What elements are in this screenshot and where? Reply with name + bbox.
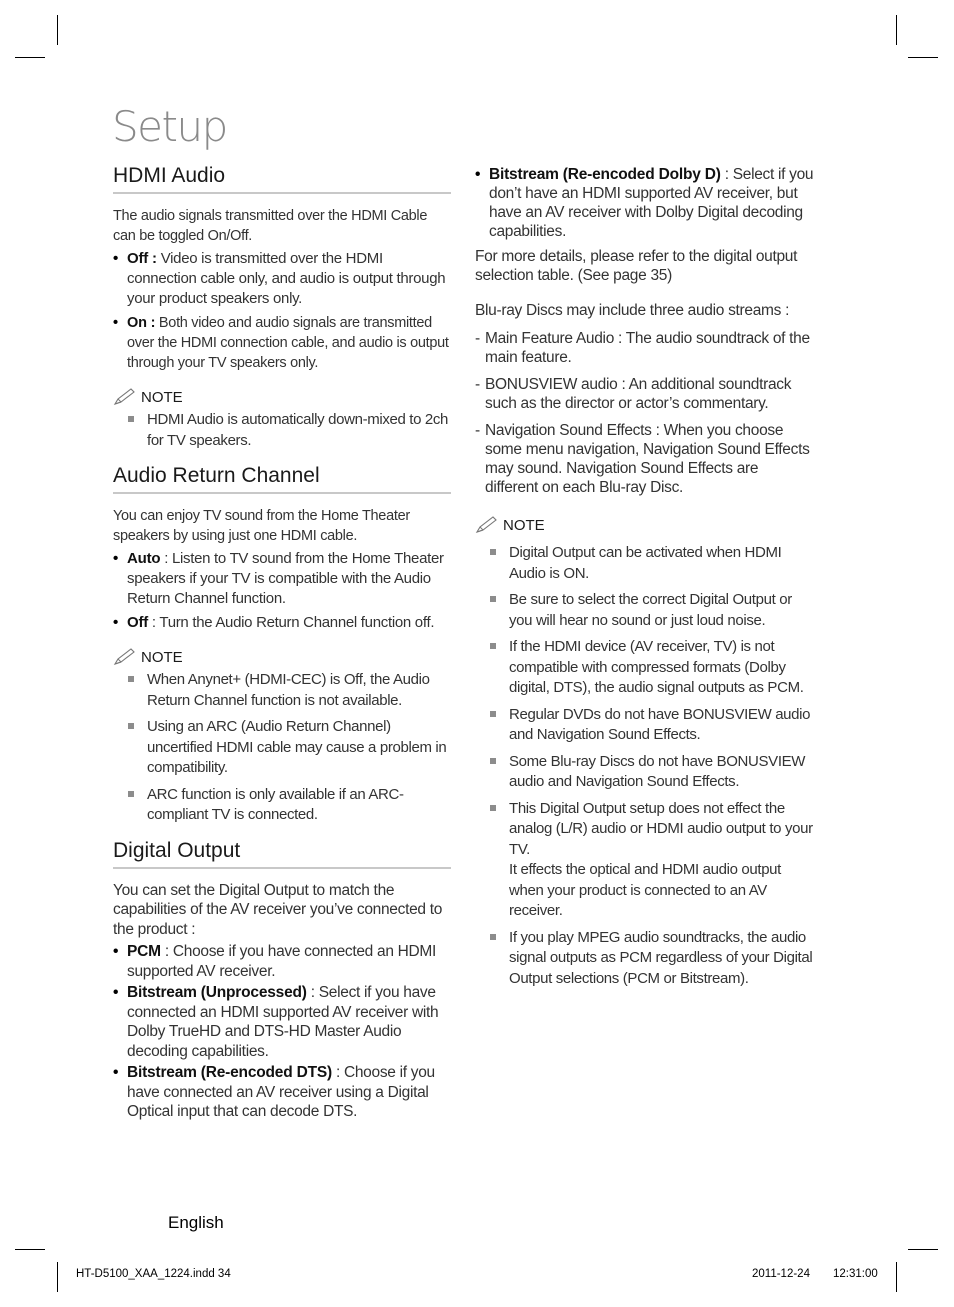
arc-options [113, 549, 451, 633]
list-item: Digital Output can be activated when HDMI Audio is ON. [489, 543, 815, 584]
pencil-icon [113, 647, 137, 667]
crop-mark [908, 57, 938, 58]
list-item: Some Blu-ray Discs do not have BONUSVIEW audio and Navigation Sound Effects. [489, 752, 815, 793]
slug-filename: HT-D5100_XAA_1224.indd 34 [76, 1268, 231, 1280]
arc-heading: Audio Return Channel [113, 465, 451, 494]
crop-mark [908, 1249, 938, 1250]
list-item: • Bitstream (Unprocessed) : Select if you have connected an HDMI supported AV receiver with Dolby TrueHD and DTS-HD Master Audio decoding capabilities. [113, 984, 439, 1060]
list-item: This Digital Output setup does not effect the analog (L/R) audio or HDMI audio output to your TV. It effects the optical and HDMI audio output when your product is connected to an AV receiver. [489, 799, 815, 922]
right-column [475, 165, 815, 995]
list-item: • Off : Turn the Audio Return Channel function off. [113, 614, 435, 631]
list-item: Be sure to select the correct Digital Output or you will hear no sound or just loud noise. [489, 590, 815, 631]
digital-output-options-continued [475, 165, 815, 241]
list-item: If you play MPEG audio soundtracks, the audio signal outputs as PCM regardless of your Digital Output selections (PCM or Bitstream). [489, 928, 815, 990]
audio-streams-list [475, 329, 815, 497]
arc-notes [127, 670, 451, 826]
hdmi-audio-options [113, 249, 451, 373]
note-heading: NOTE [113, 387, 451, 407]
digital-output-notes [489, 543, 815, 989]
arc-intro: You can enjoy TV sound from the Home Theater speakers by using just one HDMI cable. [113, 508, 410, 544]
list-item: • On : Both video and audio signals are transmitted over the HDMI connection cable, and audio is output through your TV speakers only. [113, 315, 449, 371]
hdmi-audio-heading: HDMI Audio [113, 165, 451, 194]
crop-mark [15, 1249, 45, 1250]
pencil-icon [475, 515, 499, 535]
digital-output-heading: Digital Output [113, 840, 451, 869]
page-title: Setup [112, 102, 227, 151]
list-item: - BONUSVIEW audio : An additional soundtrack such as the director or actor’s commentary. [475, 376, 792, 412]
crop-mark [896, 1262, 897, 1292]
list-item: • Bitstream (Re-encoded Dolby D) : Select if you don’t have an HDMI supported AV receiver, but have an AV receiver with Dolby Digital decoding capabilities. [475, 166, 814, 240]
footer-language: English [168, 1213, 224, 1232]
crop-mark [896, 15, 897, 45]
list-item: HDMI Audio is automatically down-mixed to 2ch for TV speakers. [127, 410, 451, 451]
list-item: • Off : Video is transmitted over the HDMI connection cable only, and audio is output through your product speakers only. [113, 250, 446, 307]
list-item: If the HDMI device (AV receiver, TV) is not compatible with compressed formats (Dolby digital, DTS), the audio signal outputs as PCM. [489, 637, 815, 699]
more-details-text: For more details, please refer to the digital output selection table. (See page 35) [475, 248, 798, 284]
list-item: • PCM : Choose if you have connected an HDMI supported AV receiver. [113, 943, 437, 980]
pencil-icon [113, 387, 137, 407]
list-item: Using an ARC (Audio Return Channel) uncertified HDMI cable may cause a problem in compatibility. [127, 717, 451, 779]
list-item: When Anynet+ (HDMI-CEC) is Off, the Audio Return Channel function is not available. [127, 670, 451, 711]
left-column [113, 165, 451, 1124]
crop-mark [57, 15, 58, 45]
digital-output-options [113, 942, 451, 1122]
crop-mark [57, 1262, 58, 1292]
hdmi-audio-notes [127, 410, 451, 451]
note-heading: NOTE [475, 515, 815, 535]
digital-output-intro: You can set the Digital Output to match the capabilities of the AV receiver you’ve connected to the product : [113, 881, 443, 938]
list-item: ARC function is only available if an ARC-compliant TV is connected. [127, 785, 451, 826]
note-heading: NOTE [113, 647, 451, 667]
slug-date: 2011-12-24 [752, 1268, 810, 1280]
list-item: - Navigation Sound Effects : When you choose some menu navigation, Navigation Sound Effects may sound. Navigation Sound Effects are different on each Blu-ray Disc. [475, 422, 810, 496]
list-item: Regular DVDs do not have BONUSVIEW audio and Navigation Sound Effects. [489, 705, 815, 746]
slug-time: 12:31:00 [833, 1268, 878, 1280]
list-item: - Main Feature Audio : The audio soundtrack of the main feature. [475, 330, 810, 366]
streams-intro: Blu-ray Discs may include three audio streams : [475, 302, 790, 319]
hdmi-audio-intro: The audio signals transmitted over the HDMI Cable can be toggled On/Off. [113, 208, 428, 244]
crop-mark [15, 57, 45, 58]
list-item: • Bitstream (Re-encoded DTS) : Choose if you have connected an AV receiver using a Digital Optical input that can decode DTS. [113, 1064, 435, 1120]
list-item: • Auto : Listen to TV sound from the Home Theater speakers if your TV is compatible with the Audio Return Channel function. [113, 550, 444, 607]
